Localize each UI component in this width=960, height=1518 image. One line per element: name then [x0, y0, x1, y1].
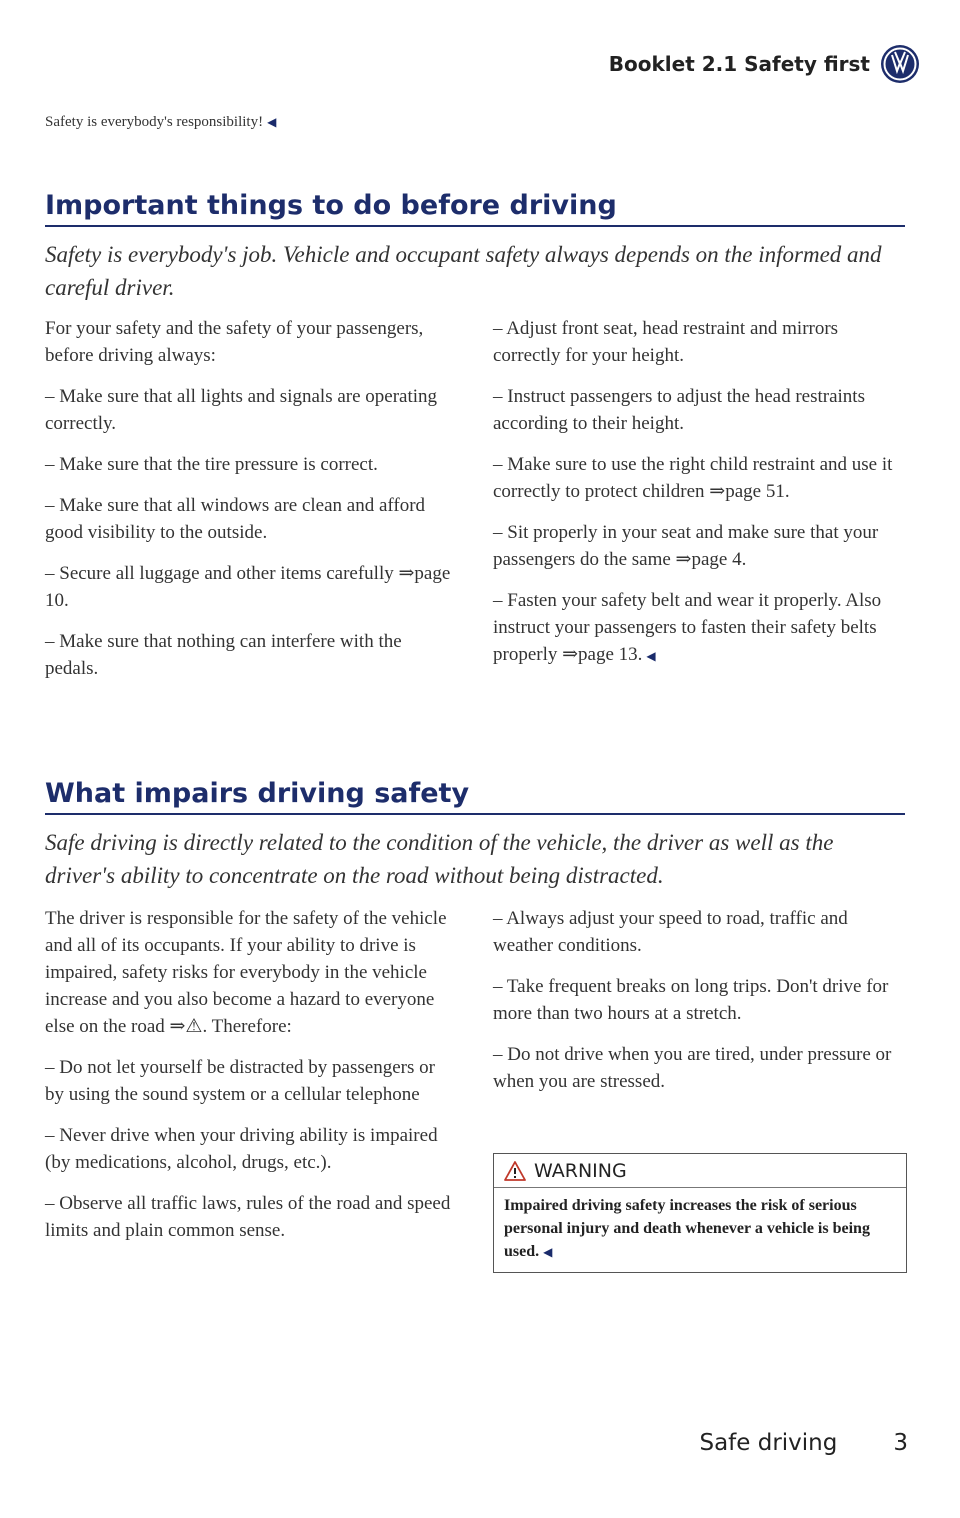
section1-lead: Safety is everybody's job. Vehicle and occupant safety always depends on the informed and careful driver.: [45, 242, 882, 301]
page-number: 3: [893, 1430, 908, 1456]
page-footer: [699, 1430, 908, 1456]
warning-box: [493, 1153, 907, 1273]
section1-title: Important things to do before driving: [45, 190, 905, 227]
bullet-item: – Instruct passengers to adjust the head restraints according to their height.: [493, 385, 865, 434]
bullet-item: – Do not drive when you are tired, under pressure or when you are stressed.: [493, 1043, 892, 1092]
bullet-item: – Secure all luggage and other items carefully ⇒page 10.: [45, 562, 451, 611]
end-marker-icon: ◀: [646, 648, 656, 663]
warning-header: [494, 1154, 906, 1188]
end-marker-icon: ◀: [267, 115, 277, 129]
page-header: [560, 44, 920, 84]
bullet-item: – Adjust front seat, head restraint and mirrors correctly for your height.: [493, 318, 839, 366]
bullet-item: – Observe all traffic laws, rules of the road and speed limits and plain common sense.: [45, 1192, 451, 1241]
bullet-item: – Make sure to use the right child restraint and use it correctly to protect children ⇒page 51.: [493, 453, 893, 502]
bullet-item: – Never drive when your driving ability is impaired (by medications, alcohol, drugs, etc.).: [45, 1124, 438, 1173]
booklet-title: Booklet 2.1 Safety first: [608, 52, 870, 76]
section2-left-column: [45, 906, 457, 1259]
section1-right-column: [493, 316, 905, 683]
end-marker-icon: ◀: [543, 1245, 553, 1260]
paragraph: The driver is responsible for the safety of the vehicle and all of its occupants. If your ability to drive is impaired, safety risks for everybody in the vehicle increase and you also become a hazard to everyone else on the road ⇒⚠. Therefore:: [45, 908, 447, 1037]
warning-text: Impaired driving safety increases the risk of serious personal injury and death whenever a vehicle is being used.: [504, 1197, 870, 1261]
bullet-item: [493, 588, 905, 669]
bullet-item: – Make sure that the tire pressure is correct.: [45, 453, 378, 475]
vw-logo-icon: [880, 44, 920, 84]
section2-lead: Safe driving is directly related to the condition of the vehicle, the driver as well as the driver's ability to concentrate on the road without being distracted.: [45, 830, 834, 889]
section2-title: What impairs driving safety: [45, 778, 905, 815]
warning-label: WARNING: [534, 1160, 627, 1182]
bullet-item: – Sit properly in your seat and make sure that your passengers do the same ⇒page 4.: [493, 521, 879, 570]
warning-triangle-icon: [504, 1161, 526, 1181]
bullet-item: – Make sure that all windows are clean and afford good visibility to the outside.: [45, 494, 426, 543]
intro-text: Safety is everybody's responsibility!: [45, 114, 264, 130]
bullet-text: – Fasten your safety belt and wear it properly. Also instruct your passengers to fasten their safety belts properly ⇒page 13.: [493, 589, 882, 665]
warning-body: [494, 1188, 906, 1272]
bullet-item: – Do not let yourself be distracted by passengers or by using the sound system or a cellular telephone: [45, 1056, 435, 1105]
section2-right-column: [493, 906, 905, 1110]
section1-left-column: [45, 316, 457, 697]
bullet-item: – Always adjust your speed to road, traffic and weather conditions.: [493, 908, 848, 956]
paragraph: For your safety and the safety of your passengers, before driving always:: [45, 318, 424, 366]
footer-section-title: Safe driving: [699, 1430, 838, 1456]
intro-line: [45, 114, 276, 131]
bullet-item: – Make sure that nothing can interfere with the pedals.: [45, 630, 402, 679]
bullet-item: – Take frequent breaks on long trips. Don't drive for more than two hours at a stretch.: [493, 975, 889, 1024]
bullet-item: – Make sure that all lights and signals are operating correctly.: [45, 385, 438, 434]
